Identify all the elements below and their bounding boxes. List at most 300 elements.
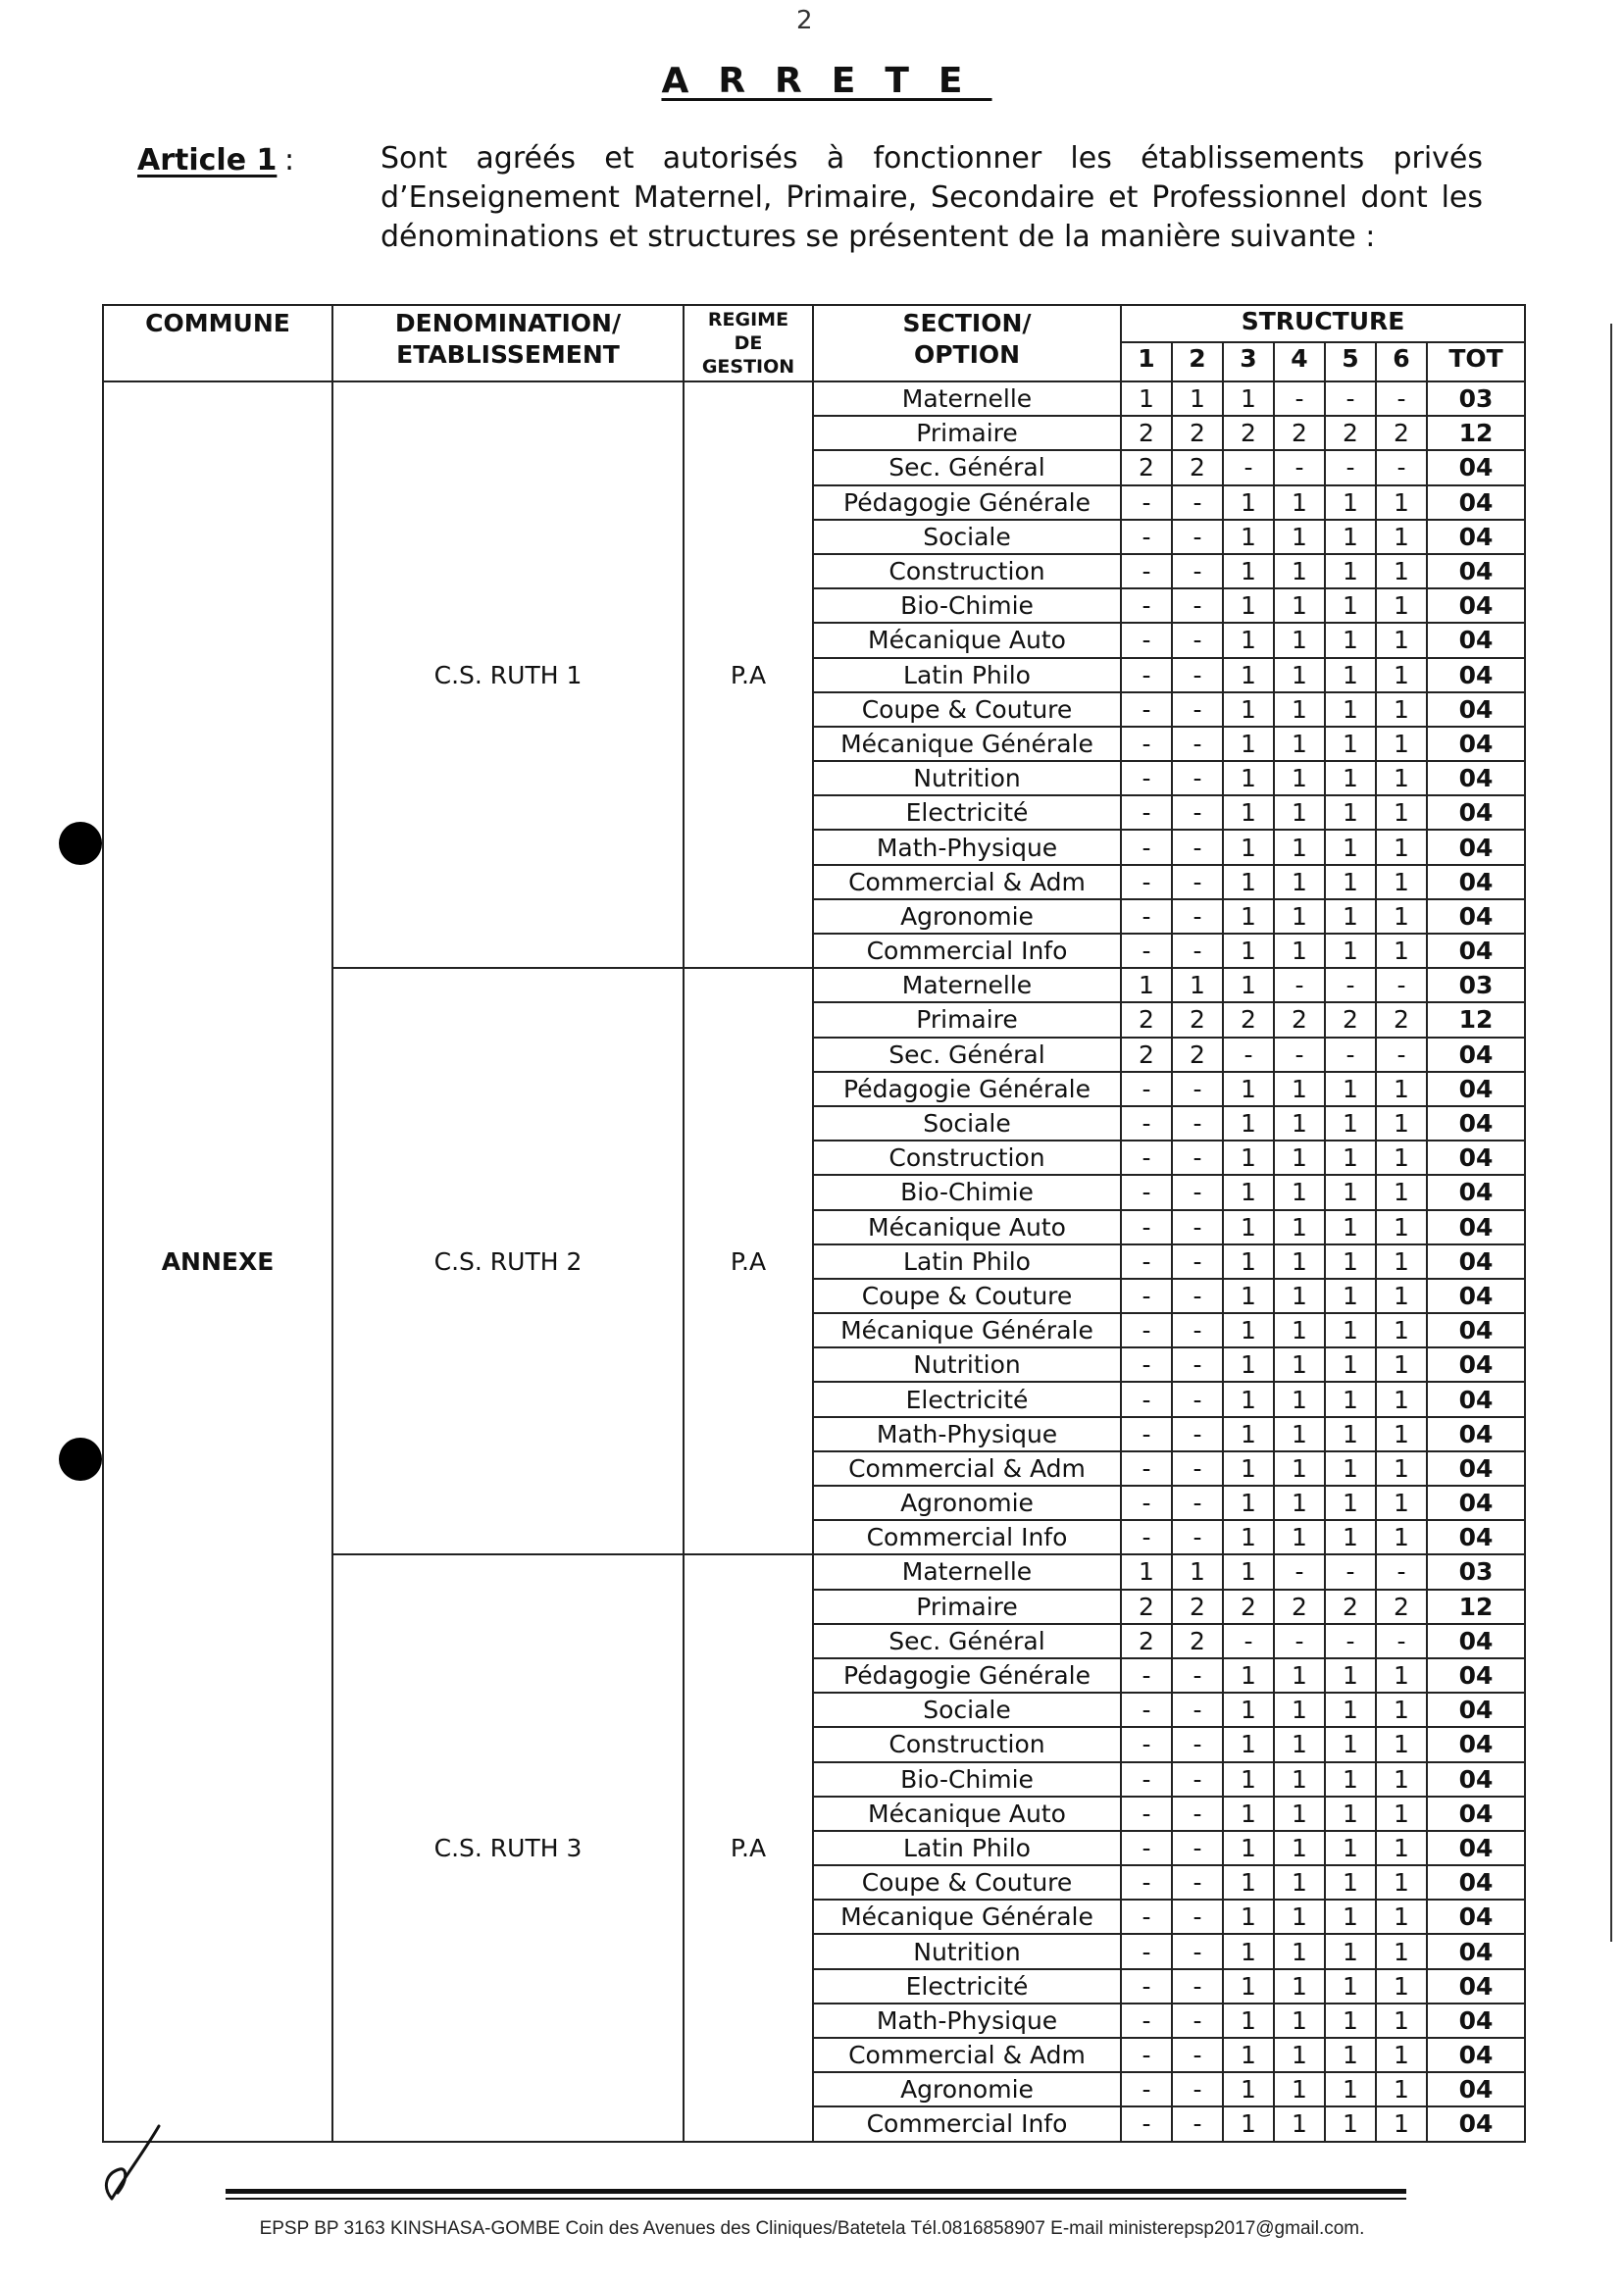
total-cell: 04 bbox=[1427, 1520, 1525, 1554]
class-5-cell: 1 bbox=[1325, 588, 1376, 623]
class-4-cell: 1 bbox=[1274, 1210, 1325, 1244]
class-6-cell: - bbox=[1376, 450, 1427, 484]
class-6-cell: 1 bbox=[1376, 658, 1427, 692]
total-cell: 04 bbox=[1427, 1693, 1525, 1727]
footer-rule bbox=[226, 2189, 1406, 2194]
class-6-cell: 1 bbox=[1376, 899, 1427, 934]
total-cell: 04 bbox=[1427, 1313, 1525, 1347]
class-5-cell: 1 bbox=[1325, 1451, 1376, 1486]
total-cell: 04 bbox=[1427, 1382, 1525, 1416]
option-cell: Bio-Chimie bbox=[813, 588, 1121, 623]
total-cell: 04 bbox=[1427, 795, 1525, 830]
class-1-cell: 1 bbox=[1121, 1554, 1172, 1589]
class-1-cell: - bbox=[1121, 485, 1172, 520]
footer-address: EPSP BP 3163 KINSHASA-GOMBE Coin des Avenues des Cliniques/Batetela Tél.0816858907 E-mail ministerepsp2017@gmail.com. bbox=[259, 2218, 1365, 2239]
class-2-cell: - bbox=[1172, 1900, 1223, 1934]
class-6-cell: 1 bbox=[1376, 1347, 1427, 1382]
class-4-cell: 1 bbox=[1274, 1417, 1325, 1451]
class-4-cell: - bbox=[1274, 1554, 1325, 1589]
class-2-cell: - bbox=[1172, 1347, 1223, 1382]
class-3-cell: 1 bbox=[1223, 727, 1274, 761]
class-4-cell: 1 bbox=[1274, 2072, 1325, 2106]
class-3-cell: 1 bbox=[1223, 1831, 1274, 1865]
footer-rule bbox=[226, 2198, 1406, 2200]
total-cell: 04 bbox=[1427, 2038, 1525, 2072]
class-5-cell: 1 bbox=[1325, 1693, 1376, 1727]
class-6-cell: - bbox=[1376, 968, 1427, 1002]
option-cell: Nutrition bbox=[813, 1347, 1121, 1382]
class-4-cell: 1 bbox=[1274, 1072, 1325, 1106]
option-cell: Electricité bbox=[813, 795, 1121, 830]
class-3-cell: 1 bbox=[1223, 1141, 1274, 1175]
class-2-cell: - bbox=[1172, 1279, 1223, 1313]
class-6-cell: 1 bbox=[1376, 1831, 1427, 1865]
class-2-cell: - bbox=[1172, 1969, 1223, 2004]
class-1-cell: - bbox=[1121, 1382, 1172, 1416]
option-cell: Sec. Général bbox=[813, 1038, 1121, 1072]
class-5-cell: 1 bbox=[1325, 2072, 1376, 2106]
class-4-cell: 1 bbox=[1274, 692, 1325, 727]
class-2-cell: - bbox=[1172, 1934, 1223, 1968]
class-4-cell: 1 bbox=[1274, 795, 1325, 830]
class-2-cell: 1 bbox=[1172, 1554, 1223, 1589]
regime-cell: P.A bbox=[684, 968, 813, 1554]
option-cell: Electricité bbox=[813, 1382, 1121, 1416]
class-1-cell: - bbox=[1121, 1486, 1172, 1520]
class-6-cell: 1 bbox=[1376, 1141, 1427, 1175]
class-4-cell: 1 bbox=[1274, 830, 1325, 864]
class-2-cell: - bbox=[1172, 795, 1223, 830]
header-tot: TOT bbox=[1427, 342, 1525, 381]
total-cell: 12 bbox=[1427, 1590, 1525, 1624]
class-4-cell: 1 bbox=[1274, 1762, 1325, 1797]
option-cell: Mécanique Auto bbox=[813, 1210, 1121, 1244]
class-5-cell: 1 bbox=[1325, 1831, 1376, 1865]
class-2-cell: - bbox=[1172, 520, 1223, 554]
option-cell: Coupe & Couture bbox=[813, 1279, 1121, 1313]
class-3-cell: 1 bbox=[1223, 2004, 1274, 2038]
class-4-cell: - bbox=[1274, 450, 1325, 484]
class-5-cell: 1 bbox=[1325, 1106, 1376, 1141]
class-6-cell: 2 bbox=[1376, 1002, 1427, 1037]
class-2-cell: - bbox=[1172, 1727, 1223, 1761]
class-3-cell: 1 bbox=[1223, 623, 1274, 657]
class-6-cell: 1 bbox=[1376, 692, 1427, 727]
total-cell: 04 bbox=[1427, 1347, 1525, 1382]
table-row bbox=[103, 381, 1525, 416]
class-4-cell: 1 bbox=[1274, 1175, 1325, 1209]
class-5-cell: 1 bbox=[1325, 865, 1376, 899]
class-6-cell: - bbox=[1376, 1624, 1427, 1658]
class-6-cell: 1 bbox=[1376, 1210, 1427, 1244]
class-5-cell: 1 bbox=[1325, 795, 1376, 830]
class-5-cell: - bbox=[1325, 1624, 1376, 1658]
option-cell: Pédagogie Générale bbox=[813, 485, 1121, 520]
class-1-cell: - bbox=[1121, 1693, 1172, 1727]
class-4-cell: 2 bbox=[1274, 1002, 1325, 1037]
class-3-cell: 1 bbox=[1223, 485, 1274, 520]
header-class-2: 2 bbox=[1172, 342, 1223, 381]
total-cell: 04 bbox=[1427, 1486, 1525, 1520]
option-cell: Pédagogie Générale bbox=[813, 1658, 1121, 1693]
class-3-cell: - bbox=[1223, 1624, 1274, 1658]
option-cell: Latin Philo bbox=[813, 658, 1121, 692]
header-structure: STRUCTURE bbox=[1121, 305, 1525, 342]
total-cell: 04 bbox=[1427, 1210, 1525, 1244]
class-2-cell: - bbox=[1172, 692, 1223, 727]
class-1-cell: - bbox=[1121, 623, 1172, 657]
class-3-cell: 1 bbox=[1223, 1072, 1274, 1106]
header-commune: COMMUNE bbox=[103, 305, 332, 381]
option-cell: Sec. Général bbox=[813, 1624, 1121, 1658]
option-cell: Commercial & Adm bbox=[813, 1451, 1121, 1486]
class-2-cell: - bbox=[1172, 1658, 1223, 1693]
class-4-cell: - bbox=[1274, 381, 1325, 416]
class-6-cell: 1 bbox=[1376, 830, 1427, 864]
option-cell: Latin Philo bbox=[813, 1244, 1121, 1279]
total-cell: 04 bbox=[1427, 2004, 1525, 2038]
total-cell: 04 bbox=[1427, 1865, 1525, 1900]
total-cell: 04 bbox=[1427, 485, 1525, 520]
option-cell: Commercial & Adm bbox=[813, 865, 1121, 899]
class-1-cell: - bbox=[1121, 1106, 1172, 1141]
class-1-cell: - bbox=[1121, 520, 1172, 554]
class-1-cell: 1 bbox=[1121, 968, 1172, 1002]
class-3-cell: 1 bbox=[1223, 554, 1274, 588]
class-2-cell: - bbox=[1172, 1762, 1223, 1797]
class-6-cell: 1 bbox=[1376, 1382, 1427, 1416]
class-6-cell: 1 bbox=[1376, 934, 1427, 968]
class-1-cell: - bbox=[1121, 1934, 1172, 1968]
class-5-cell: 1 bbox=[1325, 554, 1376, 588]
class-3-cell: 1 bbox=[1223, 381, 1274, 416]
class-4-cell: 1 bbox=[1274, 1244, 1325, 1279]
class-6-cell: 2 bbox=[1376, 416, 1427, 450]
class-4-cell: 1 bbox=[1274, 1279, 1325, 1313]
class-1-cell: - bbox=[1121, 2004, 1172, 2038]
class-3-cell: 1 bbox=[1223, 1520, 1274, 1554]
class-2-cell: - bbox=[1172, 658, 1223, 692]
class-2-cell: 1 bbox=[1172, 968, 1223, 1002]
class-6-cell: 1 bbox=[1376, 588, 1427, 623]
class-6-cell: 1 bbox=[1376, 1175, 1427, 1209]
class-5-cell: 1 bbox=[1325, 1072, 1376, 1106]
class-5-cell: 1 bbox=[1325, 1520, 1376, 1554]
class-2-cell: - bbox=[1172, 1244, 1223, 1279]
class-6-cell: 1 bbox=[1376, 1313, 1427, 1347]
class-2-cell: - bbox=[1172, 554, 1223, 588]
class-3-cell: 1 bbox=[1223, 692, 1274, 727]
class-3-cell: 1 bbox=[1223, 1313, 1274, 1347]
class-1-cell: - bbox=[1121, 1900, 1172, 1934]
class-6-cell: 1 bbox=[1376, 761, 1427, 795]
article-text: Sont agréés et autorisés à fonctionner les établissements privés d’Enseignement Maternel, Primaire, Secondaire et Professionnel dont les dénominations et structures se présentent de la manière suivante : bbox=[381, 141, 1483, 254]
class-5-cell: 2 bbox=[1325, 416, 1376, 450]
total-cell: 04 bbox=[1427, 1451, 1525, 1486]
class-5-cell: 1 bbox=[1325, 623, 1376, 657]
total-cell: 04 bbox=[1427, 1797, 1525, 1831]
class-5-cell: 1 bbox=[1325, 520, 1376, 554]
class-6-cell: 1 bbox=[1376, 1451, 1427, 1486]
class-2-cell: - bbox=[1172, 899, 1223, 934]
class-4-cell: 1 bbox=[1274, 2106, 1325, 2141]
class-5-cell: 1 bbox=[1325, 1797, 1376, 1831]
class-1-cell: - bbox=[1121, 1451, 1172, 1486]
total-cell: 04 bbox=[1427, 1175, 1525, 1209]
total-cell: 04 bbox=[1427, 1038, 1525, 1072]
class-6-cell: 1 bbox=[1376, 554, 1427, 588]
class-3-cell: 1 bbox=[1223, 1175, 1274, 1209]
class-1-cell: - bbox=[1121, 727, 1172, 761]
class-4-cell: 1 bbox=[1274, 934, 1325, 968]
class-1-cell: - bbox=[1121, 554, 1172, 588]
class-4-cell: 2 bbox=[1274, 1590, 1325, 1624]
class-5-cell: 1 bbox=[1325, 1934, 1376, 1968]
class-4-cell: 1 bbox=[1274, 1831, 1325, 1865]
class-3-cell: 1 bbox=[1223, 968, 1274, 1002]
total-cell: 12 bbox=[1427, 1002, 1525, 1037]
class-1-cell: - bbox=[1121, 1279, 1172, 1313]
class-3-cell: 1 bbox=[1223, 865, 1274, 899]
class-5-cell: 1 bbox=[1325, 1347, 1376, 1382]
class-6-cell: 1 bbox=[1376, 1797, 1427, 1831]
option-cell: Commercial Info bbox=[813, 1520, 1121, 1554]
class-1-cell: 2 bbox=[1121, 1590, 1172, 1624]
total-cell: 04 bbox=[1427, 1831, 1525, 1865]
option-cell: Primaire bbox=[813, 416, 1121, 450]
total-cell: 04 bbox=[1427, 1969, 1525, 2004]
option-cell: Primaire bbox=[813, 1002, 1121, 1037]
option-cell: Construction bbox=[813, 554, 1121, 588]
class-5-cell: 2 bbox=[1325, 1590, 1376, 1624]
class-4-cell: 1 bbox=[1274, 1141, 1325, 1175]
class-1-cell: - bbox=[1121, 1520, 1172, 1554]
class-4-cell: 1 bbox=[1274, 1865, 1325, 1900]
class-4-cell: 1 bbox=[1274, 1520, 1325, 1554]
class-2-cell: - bbox=[1172, 1072, 1223, 1106]
class-1-cell: 2 bbox=[1121, 416, 1172, 450]
option-cell: Construction bbox=[813, 1141, 1121, 1175]
class-2-cell: - bbox=[1172, 2038, 1223, 2072]
class-4-cell: - bbox=[1274, 968, 1325, 1002]
class-4-cell: 1 bbox=[1274, 1934, 1325, 1968]
class-5-cell: 1 bbox=[1325, 934, 1376, 968]
class-5-cell: 1 bbox=[1325, 1313, 1376, 1347]
class-2-cell: - bbox=[1172, 1106, 1223, 1141]
class-4-cell: 1 bbox=[1274, 2038, 1325, 2072]
header-denomination: DENOMINATION/ ETABLISSEMENT bbox=[332, 305, 684, 381]
option-cell: Sociale bbox=[813, 520, 1121, 554]
total-cell: 04 bbox=[1427, 658, 1525, 692]
option-cell: Primaire bbox=[813, 1590, 1121, 1624]
total-cell: 04 bbox=[1427, 1279, 1525, 1313]
class-5-cell: 1 bbox=[1325, 830, 1376, 864]
class-2-cell: 2 bbox=[1172, 1624, 1223, 1658]
total-cell: 04 bbox=[1427, 1417, 1525, 1451]
total-cell: 12 bbox=[1427, 416, 1525, 450]
class-1-cell: 2 bbox=[1121, 1002, 1172, 1037]
class-4-cell: 1 bbox=[1274, 1797, 1325, 1831]
class-2-cell: - bbox=[1172, 865, 1223, 899]
total-cell: 04 bbox=[1427, 1624, 1525, 1658]
class-3-cell: 1 bbox=[1223, 1486, 1274, 1520]
class-4-cell: 1 bbox=[1274, 1347, 1325, 1382]
class-2-cell: 2 bbox=[1172, 1002, 1223, 1037]
class-3-cell: 1 bbox=[1223, 761, 1274, 795]
class-6-cell: 1 bbox=[1376, 2106, 1427, 2141]
total-cell: 04 bbox=[1427, 1900, 1525, 1934]
class-3-cell: 1 bbox=[1223, 1934, 1274, 1968]
class-3-cell: 1 bbox=[1223, 1865, 1274, 1900]
class-1-cell: - bbox=[1121, 1658, 1172, 1693]
class-2-cell: - bbox=[1172, 1693, 1223, 1727]
total-cell: 04 bbox=[1427, 761, 1525, 795]
header-class-6: 6 bbox=[1376, 342, 1427, 381]
class-5-cell: 1 bbox=[1325, 2038, 1376, 2072]
class-3-cell: 1 bbox=[1223, 1658, 1274, 1693]
class-5-cell: - bbox=[1325, 381, 1376, 416]
class-4-cell: 1 bbox=[1274, 1693, 1325, 1727]
total-cell: 03 bbox=[1427, 968, 1525, 1002]
class-5-cell: - bbox=[1325, 1554, 1376, 1589]
class-2-cell: - bbox=[1172, 1520, 1223, 1554]
class-3-cell: 1 bbox=[1223, 1762, 1274, 1797]
class-4-cell: 1 bbox=[1274, 588, 1325, 623]
total-cell: 04 bbox=[1427, 1244, 1525, 1279]
punch-hole bbox=[59, 1438, 102, 1481]
class-5-cell: 1 bbox=[1325, 1244, 1376, 1279]
class-6-cell: 1 bbox=[1376, 623, 1427, 657]
class-3-cell: 1 bbox=[1223, 588, 1274, 623]
class-4-cell: 1 bbox=[1274, 520, 1325, 554]
class-5-cell: 1 bbox=[1325, 727, 1376, 761]
class-2-cell: - bbox=[1172, 1865, 1223, 1900]
class-3-cell: 1 bbox=[1223, 2106, 1274, 2141]
option-cell: Coupe & Couture bbox=[813, 1865, 1121, 1900]
class-3-cell: 1 bbox=[1223, 1797, 1274, 1831]
total-cell: 04 bbox=[1427, 1141, 1525, 1175]
class-3-cell: 1 bbox=[1223, 1417, 1274, 1451]
class-1-cell: - bbox=[1121, 865, 1172, 899]
option-cell: Bio-Chimie bbox=[813, 1762, 1121, 1797]
class-4-cell: - bbox=[1274, 1624, 1325, 1658]
class-1-cell: - bbox=[1121, 1072, 1172, 1106]
option-cell: Mécanique Auto bbox=[813, 1797, 1121, 1831]
class-1-cell: - bbox=[1121, 1141, 1172, 1175]
class-3-cell: - bbox=[1223, 450, 1274, 484]
class-2-cell: - bbox=[1172, 1175, 1223, 1209]
class-2-cell: - bbox=[1172, 1797, 1223, 1831]
class-4-cell: 1 bbox=[1274, 1382, 1325, 1416]
class-3-cell: 1 bbox=[1223, 1969, 1274, 2004]
class-3-cell: 1 bbox=[1223, 1451, 1274, 1486]
class-4-cell: 1 bbox=[1274, 899, 1325, 934]
class-5-cell: 1 bbox=[1325, 1658, 1376, 1693]
class-5-cell: - bbox=[1325, 1038, 1376, 1072]
class-4-cell: 1 bbox=[1274, 865, 1325, 899]
class-3-cell: 1 bbox=[1223, 795, 1274, 830]
class-1-cell: - bbox=[1121, 1865, 1172, 1900]
class-5-cell: 1 bbox=[1325, 692, 1376, 727]
class-5-cell: 1 bbox=[1325, 1865, 1376, 1900]
class-6-cell: 1 bbox=[1376, 1969, 1427, 2004]
class-4-cell: - bbox=[1274, 1038, 1325, 1072]
class-5-cell: 1 bbox=[1325, 1175, 1376, 1209]
class-6-cell: 1 bbox=[1376, 1279, 1427, 1313]
class-3-cell: 1 bbox=[1223, 1106, 1274, 1141]
total-cell: 04 bbox=[1427, 520, 1525, 554]
class-4-cell: 1 bbox=[1274, 485, 1325, 520]
class-3-cell: 1 bbox=[1223, 2038, 1274, 2072]
table-body bbox=[103, 381, 1525, 2142]
option-cell: Mécanique Générale bbox=[813, 1900, 1121, 1934]
article-label: Article 1 bbox=[137, 143, 278, 178]
class-6-cell: - bbox=[1376, 1554, 1427, 1589]
class-1-cell: 2 bbox=[1121, 450, 1172, 484]
class-2-cell: - bbox=[1172, 727, 1223, 761]
class-3-cell: 2 bbox=[1223, 1590, 1274, 1624]
header-class-5: 5 bbox=[1325, 342, 1376, 381]
class-4-cell: 1 bbox=[1274, 1900, 1325, 1934]
class-3-cell: 1 bbox=[1223, 520, 1274, 554]
class-3-cell: 1 bbox=[1223, 2072, 1274, 2106]
class-2-cell: 2 bbox=[1172, 1590, 1223, 1624]
class-2-cell: - bbox=[1172, 588, 1223, 623]
class-5-cell: 1 bbox=[1325, 2004, 1376, 2038]
option-cell: Electricité bbox=[813, 1969, 1121, 2004]
class-5-cell: - bbox=[1325, 450, 1376, 484]
class-4-cell: 1 bbox=[1274, 2004, 1325, 2038]
class-4-cell: 1 bbox=[1274, 761, 1325, 795]
class-2-cell: - bbox=[1172, 761, 1223, 795]
class-4-cell: 1 bbox=[1274, 727, 1325, 761]
header-class-1: 1 bbox=[1121, 342, 1172, 381]
class-4-cell: 1 bbox=[1274, 554, 1325, 588]
total-cell: 03 bbox=[1427, 381, 1525, 416]
class-6-cell: 1 bbox=[1376, 2072, 1427, 2106]
class-6-cell: 1 bbox=[1376, 1900, 1427, 1934]
option-cell: Commercial Info bbox=[813, 2106, 1121, 2141]
class-1-cell: - bbox=[1121, 2038, 1172, 2072]
total-cell: 04 bbox=[1427, 692, 1525, 727]
class-5-cell: 1 bbox=[1325, 658, 1376, 692]
class-1-cell: 1 bbox=[1121, 381, 1172, 416]
option-cell: Mécanique Générale bbox=[813, 1313, 1121, 1347]
regime-cell: P.A bbox=[684, 1554, 813, 2141]
class-3-cell: 1 bbox=[1223, 1693, 1274, 1727]
class-5-cell: 1 bbox=[1325, 1486, 1376, 1520]
class-6-cell: 1 bbox=[1376, 1658, 1427, 1693]
class-6-cell: 1 bbox=[1376, 1486, 1427, 1520]
class-4-cell: 2 bbox=[1274, 416, 1325, 450]
class-1-cell: - bbox=[1121, 1244, 1172, 1279]
class-5-cell: 1 bbox=[1325, 1382, 1376, 1416]
class-2-cell: - bbox=[1172, 1141, 1223, 1175]
class-1-cell: 2 bbox=[1121, 1038, 1172, 1072]
class-5-cell: 1 bbox=[1325, 1141, 1376, 1175]
option-cell: Nutrition bbox=[813, 1934, 1121, 1968]
class-1-cell: - bbox=[1121, 761, 1172, 795]
option-cell: Agronomie bbox=[813, 2072, 1121, 2106]
class-2-cell: 2 bbox=[1172, 416, 1223, 450]
option-cell: Commercial & Adm bbox=[813, 2038, 1121, 2072]
class-4-cell: 1 bbox=[1274, 1313, 1325, 1347]
class-1-cell: - bbox=[1121, 830, 1172, 864]
class-2-cell: - bbox=[1172, 1451, 1223, 1486]
total-cell: 04 bbox=[1427, 623, 1525, 657]
schools-table bbox=[102, 304, 1526, 2143]
option-cell: Maternelle bbox=[813, 1554, 1121, 1589]
